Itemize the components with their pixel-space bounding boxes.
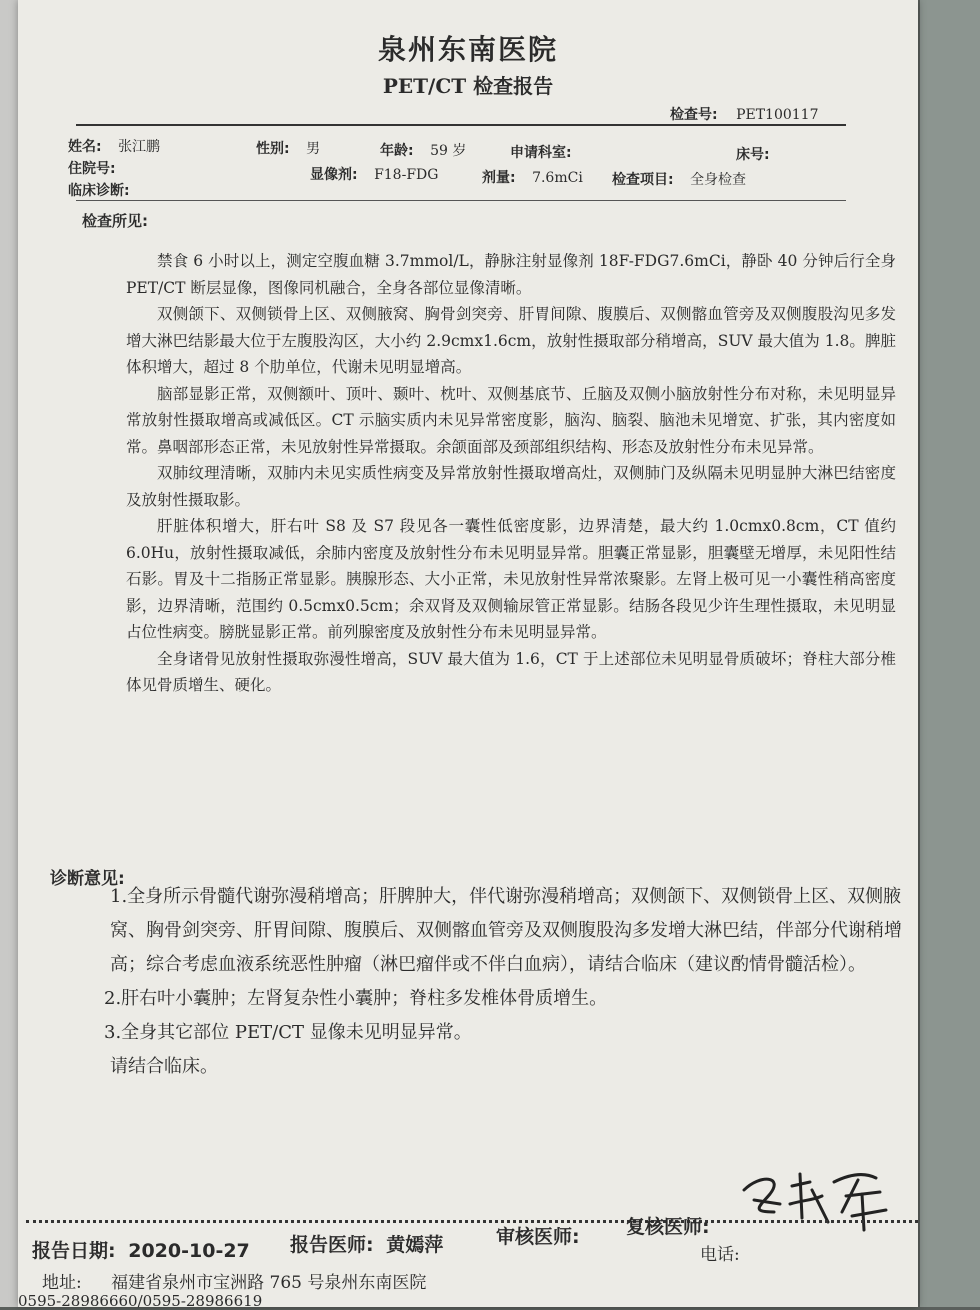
background-right [920, 0, 980, 1307]
report-date-label: 报告日期: [32, 1240, 116, 1262]
report-title: PET/CT 检查报告 [382, 74, 554, 98]
patient-sex-label: 性别: [256, 141, 290, 157]
address-value: 福建省泉州市宝洲路 765 号泉州东南医院 [111, 1273, 427, 1293]
patient-name-label: 姓名: [68, 139, 102, 155]
reviewer [496, 1222, 580, 1249]
address-label: 地址: [42, 1273, 82, 1293]
findings-paragraph: 双侧颌下、双侧锁骨上区、双侧腋窝、胸骨剑突旁、肝胃间隙、腹膜后、双侧髂血管旁及双侧腹股沟见多发增大淋巴结影最大位于左腹股沟区，大小约 2.9cmx1.6cm，放射性摄取部分稍增高，SUV 最大值为 1.8。脾脏体积增大，超过 8 个肋单位，代谢未见明显增高。 [126, 305, 896, 376]
diagnosis-item: 3.全身其它部位 PET/CT 显像未见明显异常。 [104, 1022, 472, 1043]
diagnosis-body [104, 880, 920, 1084]
diagnosis-item: 2.肝右叶小囊肿；左肾复杂性小囊肿；脊柱多发椎体骨质增生。 [104, 988, 608, 1009]
findings-paragraph: 双肺纹理清晰，双肺内未见实质性病变及异常放射性摄取增高灶，双侧肺门及纵隔未见明显肿大淋巴结密度及放射性摄取影。 [126, 464, 896, 509]
findings-paragraph: 脑部显影正常，双侧额叶、顶叶、颞叶、枕叶、双侧基底节、丘脑及双侧小脑放射性分布对称，未见明显异常放射性摄取增高或减低区。CT 示脑实质内未见异常密度影，脑沟、脑裂、脑池未见增宽、扩张，其内密度如常。鼻咽部形态正常，未见放射性异常摄取。余颌面部及颈部组织结构、形态及放射性分布未见异常。 [126, 384, 896, 456]
header-rule [76, 124, 846, 126]
hospital-name: 泉州东南医院 [377, 33, 558, 66]
imaging-agent-label: 显像剂: [310, 167, 358, 183]
exam-number [670, 104, 818, 124]
clinical-diagnosis [68, 180, 142, 200]
dose-label: 剂量: [482, 170, 516, 186]
address [42, 1268, 426, 1293]
report-doctor-value: 黄嫣萍 [386, 1234, 444, 1256]
patient-sex-value: 男 [306, 141, 321, 157]
diagnosis-title: 诊断意见: [50, 869, 125, 889]
findings-paragraph: 禁食 6 小时以上，测定空腹血糖 3.7mmol/L，静脉注射显像剂 18F-FDG7.6mCi，静卧 40 分钟后行全身 PET/CT 断层显像，图像同机融合，全身各部位显像清晰。 [126, 252, 896, 297]
patient-age-label: 年龄: [380, 143, 414, 159]
request-dept [510, 142, 584, 162]
reviewer-label: 审核医师: [496, 1226, 580, 1248]
exam-number-value: PET100117 [736, 107, 819, 123]
recheck-doctor-label: 复核医师: [626, 1216, 710, 1238]
findings-paragraph: 全身诸骨见放射性摄取弥漫性增高，SUV 最大值为 1.6，CT 于上述部位未见明显骨质破坏；脊柱大部分椎体见骨质增生、硬化。 [126, 649, 896, 694]
diagnosis-note: 请结合临床。 [110, 1056, 218, 1077]
clinical-diagnosis-label: 临床诊断: [68, 183, 130, 199]
inpatient-number [68, 158, 128, 178]
exam-item [612, 169, 746, 189]
phone-label: 电话: [700, 1245, 740, 1265]
contact-numbers: 0595-28986660/0595-28986619 [18, 1292, 263, 1310]
request-dept-label: 申请科室: [510, 145, 572, 161]
inpatient-number-label: 住院号: [68, 161, 116, 177]
patient-name [68, 136, 160, 156]
exam-number-label: 检查号: [670, 107, 718, 123]
patient-age [380, 140, 466, 160]
findings-title: 检查所见: [82, 212, 148, 230]
dose [482, 167, 583, 187]
patient-sex [256, 138, 320, 158]
info-rule [76, 200, 846, 201]
bed-number-label: 床号: [736, 147, 770, 163]
findings-body [126, 248, 896, 699]
imaging-agent-value: F18-FDG [374, 167, 439, 183]
patient-name-value: 张江鹏 [118, 139, 161, 155]
exam-item-label: 检查项目: [612, 172, 674, 188]
diagnosis-item: 1.全身所示骨髓代谢弥漫稍增高；肝脾肿大，伴代谢弥漫稍增高；双侧颌下、双侧锁骨上区、双侧腋窝、胸骨剑突旁、肝胃间隙、腹膜后、双侧髂血管旁及双侧腹股沟多发增大淋巴结，伴部分代谢稍增高；综合考虑血液系统恶性肿瘤（淋巴瘤伴或不伴白血病），请结合临床（建议酌情骨髓活检）。 [110, 886, 902, 975]
report-page [18, 0, 918, 1310]
dose-value: 7.6mCi [532, 170, 583, 186]
report-date-value: 2020-10-27 [128, 1240, 250, 1262]
findings-paragraph: 肝脏体积增大，肝右叶 S8 及 S7 段见各一囊性低密度影，边界清楚，最大约 1.0cmx0.8cm，CT 值约 6.0Hu，放射性摄取减低，余肺内密度及放射性分布未见明显异常。胆囊正常显影，胆囊壁无增厚，未见阳性结石影。胃及十二指肠正常显影。胰腺形态、大小正常，未见放射性异常浓聚影。左肾上极可见一小囊性稍高密度影，边界清晰，范围约 0.5cmx0.5cm；余双肾及双侧输尿管正常显影。结肠各段见少许生理性摄取，未见明显占位性病变。膀胱显影正常。前列腺密度及放射性分布未见明显异常。 [126, 517, 896, 641]
imaging-agent [310, 164, 438, 184]
report-doctor [290, 1230, 443, 1257]
bed-number [736, 144, 782, 164]
patient-age-value: 59 岁 [430, 143, 467, 159]
report-date [32, 1236, 250, 1263]
exam-item-value: 全身检查 [690, 172, 747, 188]
signature-image [730, 1160, 900, 1240]
report-doctor-label: 报告医师: [290, 1234, 374, 1256]
footer-rule [26, 1220, 918, 1223]
